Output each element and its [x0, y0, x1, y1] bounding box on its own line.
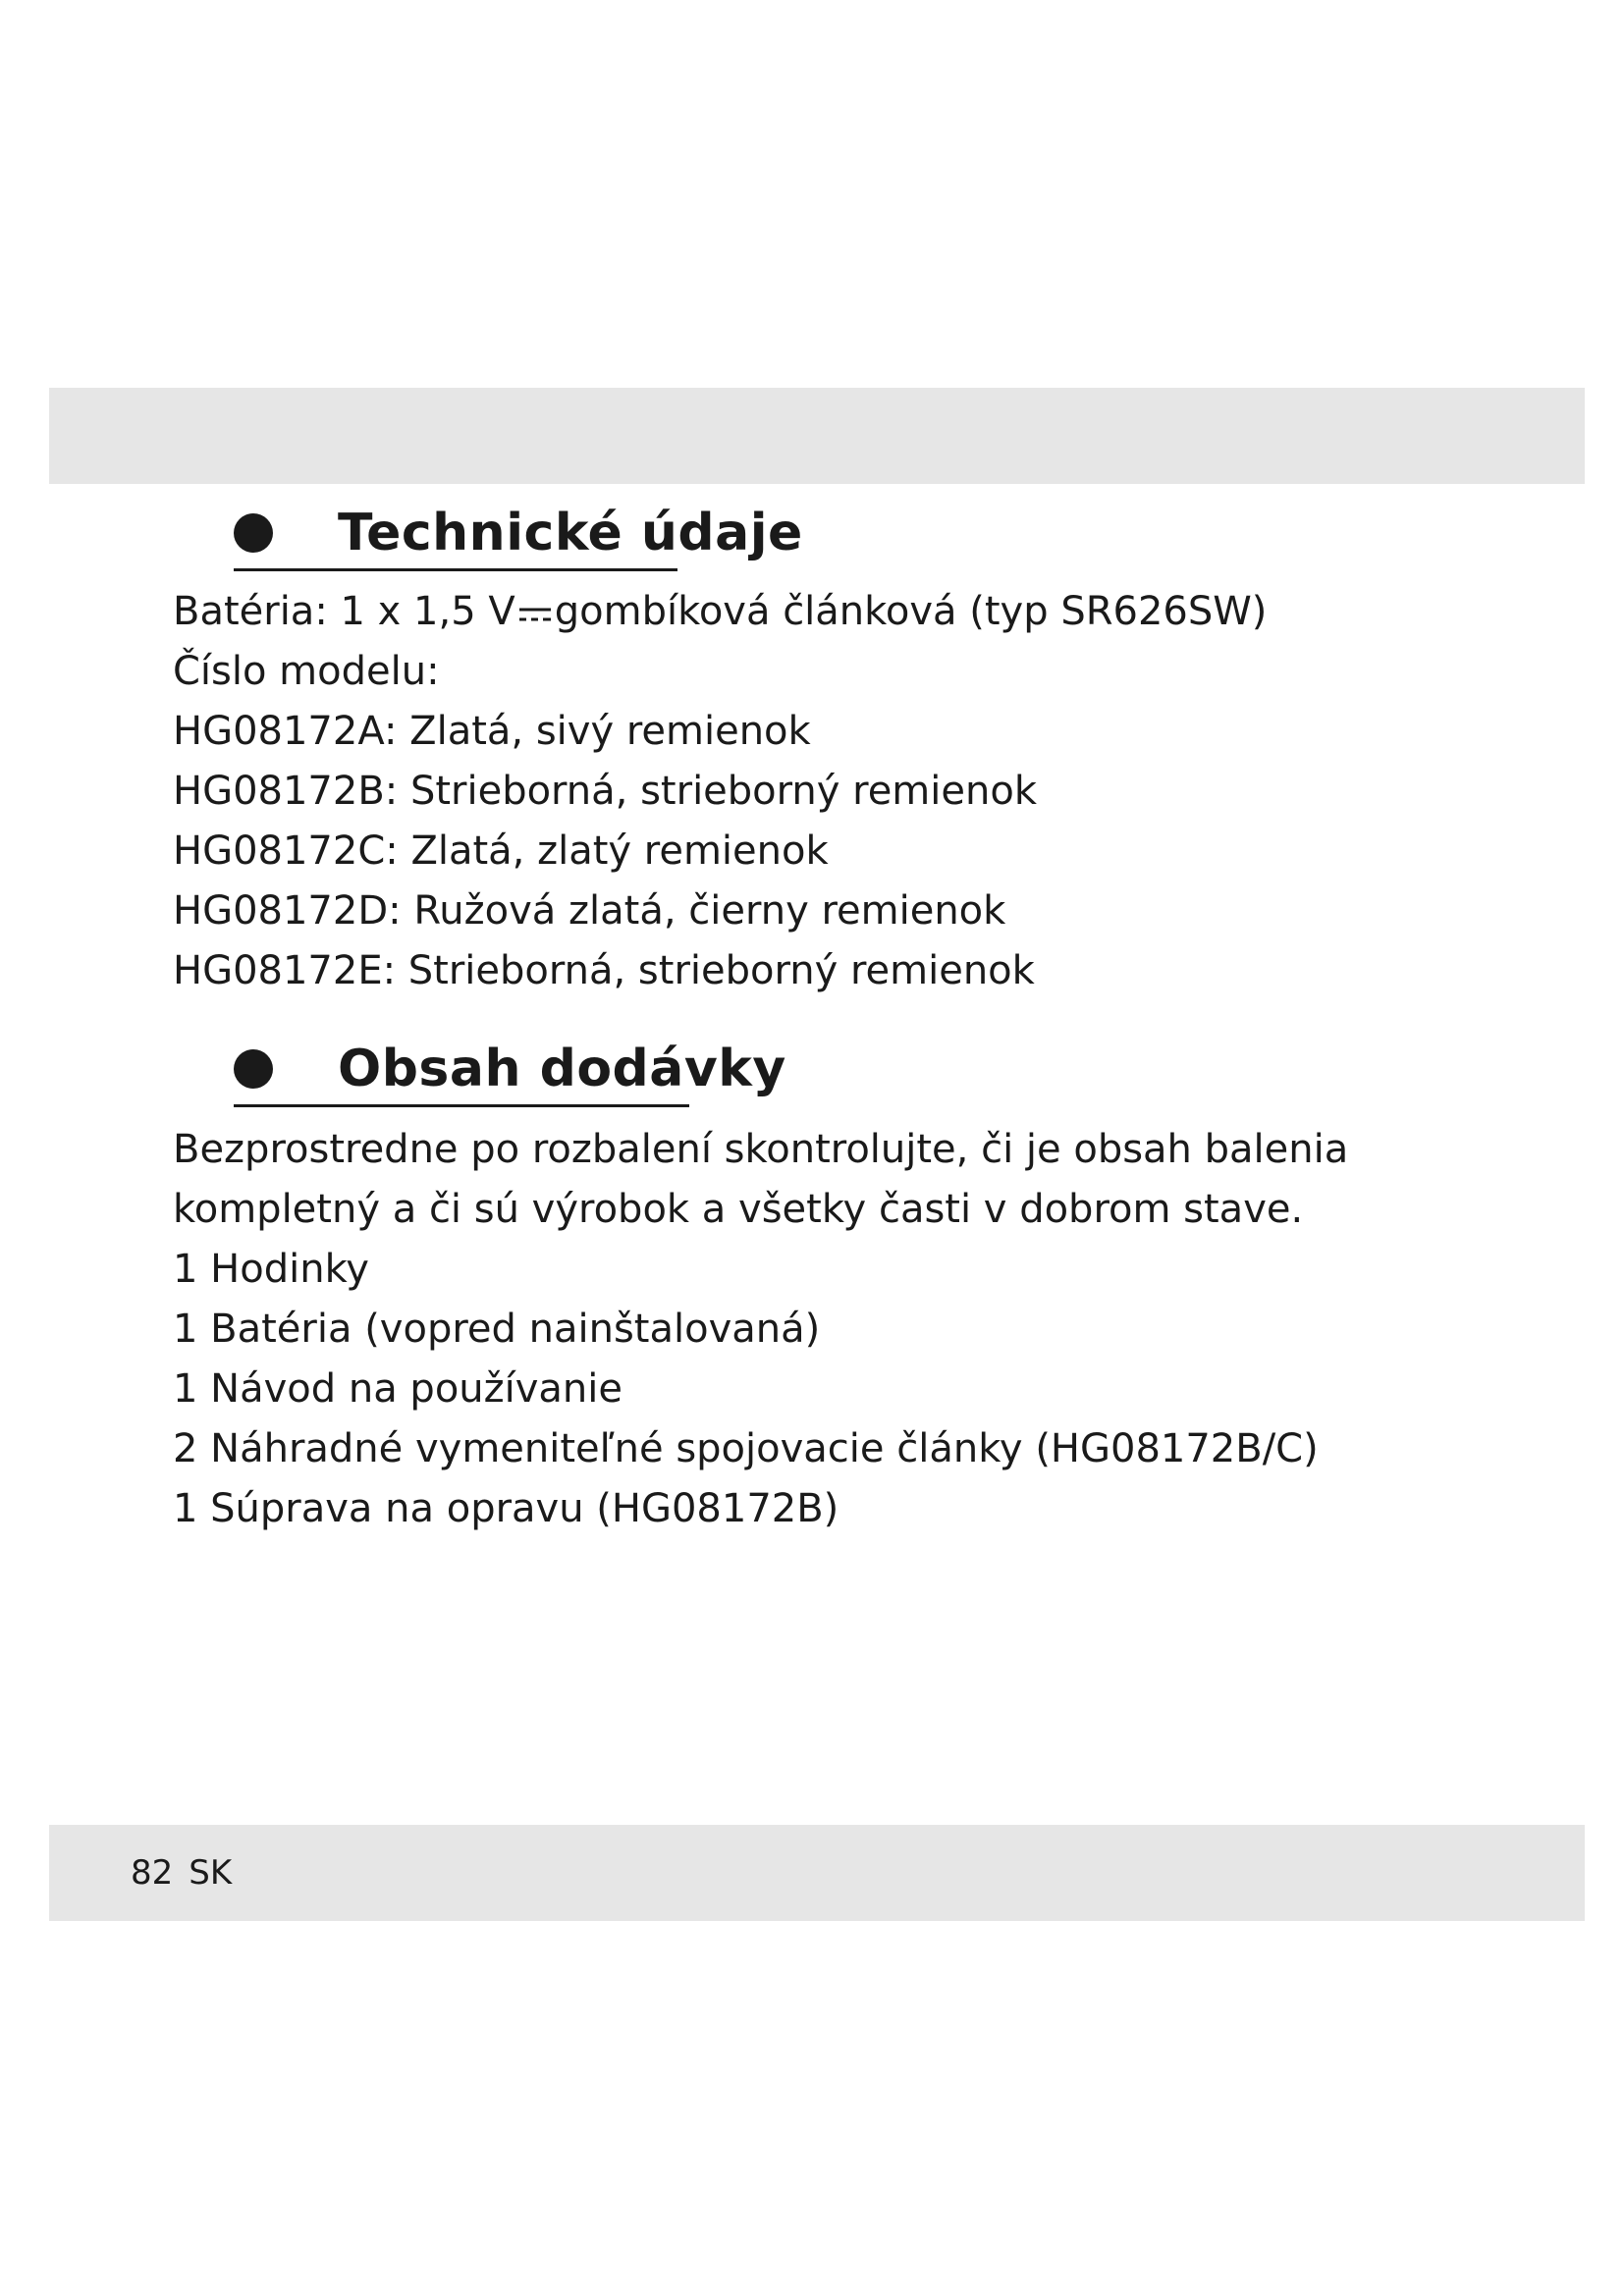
battery-prefix: Batéria: 1 x 1,5 V	[173, 589, 515, 634]
footer-band	[49, 1825, 1585, 1921]
delivery-item: 1 Návod na používanie	[173, 1366, 623, 1412]
model-item: HG08172B: Strieborná, strieborný remienok	[173, 769, 1037, 814]
bullet-icon	[234, 1049, 273, 1089]
delivery-contents-list	[173, 1120, 1348, 1539]
section-heading-technical	[234, 499, 803, 567]
language-code: SK	[189, 1853, 233, 1893]
delivery-item: 1 Batéria (vopred nainštalovaná)	[173, 1307, 821, 1352]
bullet-icon	[234, 513, 273, 553]
heading-underline	[234, 568, 677, 571]
section-title-delivery: Obsah dodávky	[338, 1040, 786, 1098]
technical-specs-list	[173, 582, 1267, 1001]
delivery-item: 2 Náhradné vymeniteľné spojovacie články (HG08172B/C)	[173, 1426, 1319, 1471]
page-footer	[131, 1851, 232, 1895]
direct-current-icon	[517, 599, 553, 628]
intro-line: kompletný a či sú výrobok a všetky časti v dobrom stave.	[173, 1187, 1304, 1232]
page-number: 82	[131, 1853, 174, 1893]
intro-line: Bezprostredne po rozbalení skontrolujte, či je obsah balenia	[173, 1127, 1349, 1172]
section-heading-delivery	[234, 1035, 786, 1103]
model-label: Číslo modelu:	[173, 649, 440, 694]
model-item: HG08172D: Ružová zlatá, čierny remienok	[173, 888, 1006, 934]
header-band	[49, 388, 1585, 484]
model-item: HG08172E: Strieborná, strieborný remienok	[173, 948, 1035, 993]
delivery-item: 1 Súprava na opravu (HG08172B)	[173, 1486, 839, 1531]
heading-underline	[234, 1104, 689, 1107]
model-item: HG08172A: Zlatá, sivý remienok	[173, 709, 811, 754]
battery-line	[173, 582, 1267, 642]
battery-suffix: gombíková článková (typ SR626SW)	[554, 589, 1268, 634]
model-item: HG08172C: Zlatá, zlatý remienok	[173, 828, 829, 874]
delivery-item: 1 Hodinky	[173, 1247, 369, 1292]
section-title-technical: Technické údaje	[338, 504, 803, 562]
